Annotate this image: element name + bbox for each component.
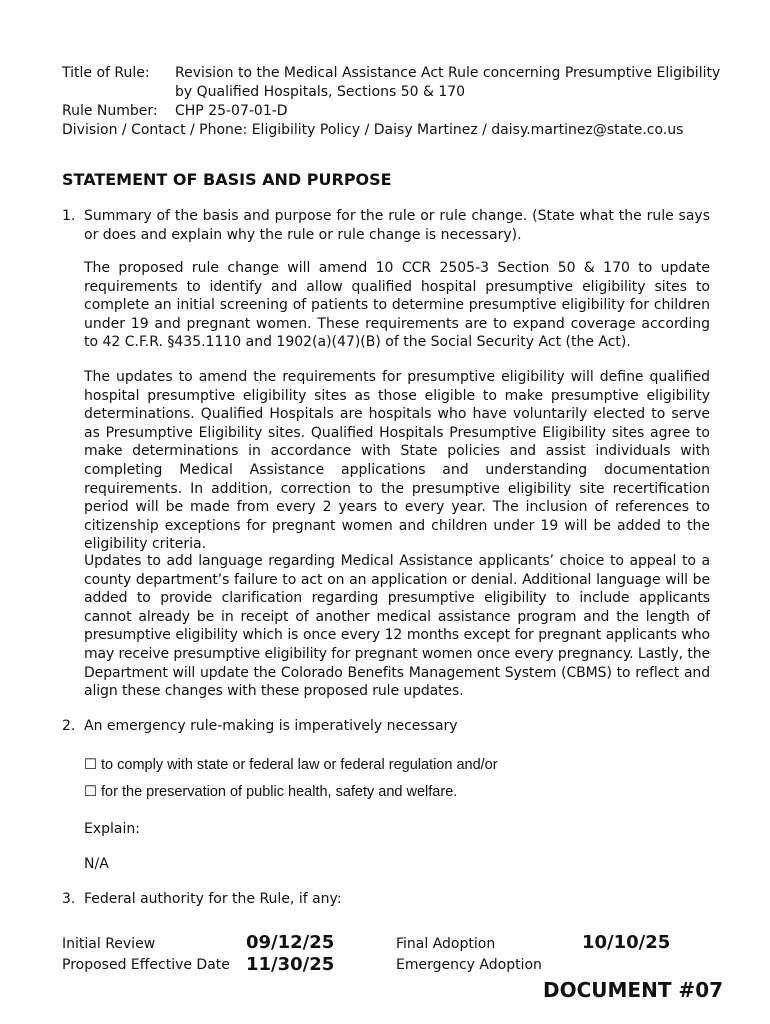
item-3-number: 3. bbox=[62, 891, 76, 907]
item-1-text: Summary of the basis and purpose for the rule or rule change. (State what the rule says or does and explain why the rule or rule change is necessary). bbox=[84, 208, 710, 243]
initial-review-date: 09/12/25 bbox=[246, 932, 335, 953]
rule-number-label: Rule Number: bbox=[62, 103, 158, 119]
final-adoption-label: Final Adoption bbox=[396, 936, 496, 952]
item-1-number: 1. bbox=[62, 208, 76, 224]
paragraph-3: Updates to add language regarding Medical Assistance applicants’ choice to appeal to a county department’s failure to act on an application or denial. Additional language will be added to provide clarification regarding presumptive eligibility to include applicants cannot already be in receipt of another medical assistance program and the length of presumptive eligibility which is once every 12 months except for pregnant applicants who may receive presumptive eligibility for pregnant women once every pregnancy. Lastly, the Department will update the Colorado Benefits Management System (CBMS) to reflect and align these changes with these proposed rule updates. bbox=[84, 553, 710, 700]
title-line-1: Revision to the Medical Assistance Act Rule concerning Presumptive Eligibility bbox=[175, 65, 721, 81]
explain-label: Explain: bbox=[84, 821, 140, 837]
item-2-text: An emergency rule-making is imperatively necessary bbox=[84, 718, 458, 734]
title-label: Title of Rule: bbox=[62, 65, 150, 81]
item-2-number: 2. bbox=[62, 718, 76, 734]
section-heading: STATEMENT OF BASIS AND PURPOSE bbox=[62, 170, 392, 189]
rule-number-row bbox=[62, 102, 720, 121]
explain-value: N/A bbox=[84, 856, 109, 872]
item-3-text: Federal authority for the Rule, if any: bbox=[84, 891, 342, 907]
document-number: DOCUMENT #07 bbox=[543, 978, 724, 1002]
emergency-adoption-label: Emergency Adoption bbox=[396, 957, 542, 973]
division-contact-line: Division / Contact / Phone: Eligibility Policy / Daisy Martinez / daisy.martinez@state.co.us bbox=[62, 122, 684, 138]
rule-header bbox=[62, 64, 720, 140]
initial-review-label: Initial Review bbox=[62, 936, 156, 952]
item-3 bbox=[62, 890, 710, 909]
item-2 bbox=[62, 717, 710, 736]
final-adoption-date: 10/10/25 bbox=[582, 932, 671, 953]
emergency-option-health-checkbox[interactable]: ☐ for the preservation of public health, safety and welfare. bbox=[84, 784, 458, 800]
rule-number-value: CHP 25-07-01-D bbox=[175, 103, 288, 119]
paragraph-2: The updates to amend the requirements for presumptive eligibility will define qualified hospital presumptive eligibility sites as those eligible to make presumptive eligibility determinations. Qualified Hospitals are hospitals who have voluntarily elected to serve as Presumptive Eligibility sites. Qualified Hospitals Presumptive Eligibility sites agree to make determinations in accordance with State policies and assist individuals with completing Medical Assistance applications and understanding documentation requirements. In addition, correction to the presumptive eligibility site recertification period will be made from every 2 years to every year. The inclusion of references to citizenship exceptions for pregnant women and children under 19 will be added to the eligibility criteria. bbox=[84, 369, 710, 553]
title-row bbox=[62, 64, 720, 83]
paragraph-1: The proposed rule change will amend 10 CCR 2505-3 Section 50 & 170 to update requirements to identify and allow qualified hospital presumptive eligibility sites to complete an initial screening of patients to determine presumptive eligibility for children under 19 and pregnant women. These requirements are to expand coverage according to 42 C.F.R. §435.1110 and 1902(a)(47)(B) of the Social Security Act (the Act). bbox=[84, 260, 710, 351]
emergency-option-law-checkbox[interactable]: ☐ to comply with state or federal law or federal regulation and/or bbox=[84, 757, 498, 773]
title-line-2: by Qualified Hospitals, Sections 50 & 170 bbox=[175, 84, 466, 100]
item-1 bbox=[62, 207, 710, 244]
proposed-effective-date: 11/30/25 bbox=[246, 954, 335, 975]
proposed-effective-label: Proposed Effective Date bbox=[62, 957, 230, 973]
